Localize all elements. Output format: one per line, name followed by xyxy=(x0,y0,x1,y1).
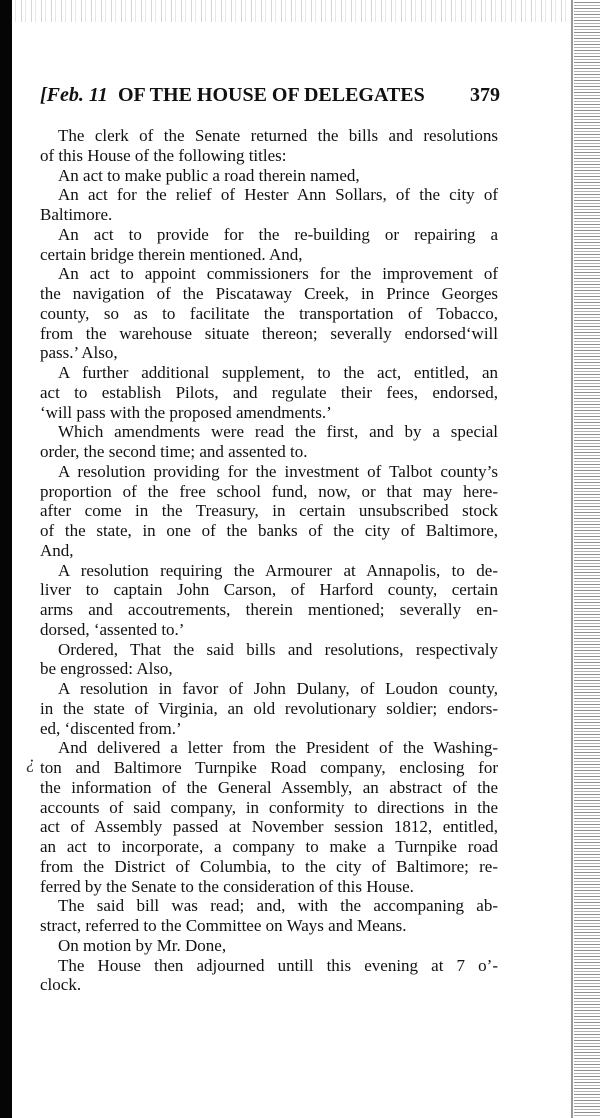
text-line: the information of the General Assembly, an abstract of the xyxy=(40,777,498,797)
text-line: act of Assembly passed at November session 1812, entitled, xyxy=(40,817,498,837)
text-line: ton and Baltimore Turnpike Road company, enclosing for xyxy=(40,758,498,777)
text-line: proportion of the free school fund, now, or that may here- xyxy=(40,481,498,501)
scan-right-edge xyxy=(574,0,600,1118)
text-line: order, the second time; and assented to. xyxy=(40,442,308,461)
text-line: An act to make public a road therein named, xyxy=(58,165,360,185)
text-line: from the warehouse situate thereon; severally endorsed‘will xyxy=(40,323,498,343)
text-line: liver to captain John Carson, of Harford county, certain xyxy=(40,580,498,600)
text-line: accounts of said company, in conformity to directions in the xyxy=(40,797,498,817)
text-line: A further additional supplement, to the act, entitled, an xyxy=(58,363,498,382)
text-line: county, so as to facilitate the transportation of Tobacco, xyxy=(40,303,498,323)
text-line: of the state, in one of the banks of the city of Baltimore, xyxy=(40,521,498,540)
text-line: A resolution providing for the investment of Talbot county’s xyxy=(58,461,498,481)
header-title: OF THE HOUSE OF DELEGATES xyxy=(118,84,425,106)
text-line: after come in the Treasury, in certain unsubscribed stock xyxy=(40,501,498,521)
text-line: The said bill was read; and, with the accompaning ab- xyxy=(58,896,498,916)
margin-annotation: ¿ xyxy=(26,752,35,772)
text-line: an act to incorporate, a company to make a Turnpike road xyxy=(40,837,498,856)
text-line: in the state of Virginia, an old revolutionary soldier; endors- xyxy=(40,698,498,718)
text-line: pass.’ Also, xyxy=(40,343,118,363)
text-line: An act to provide for the re-building or repairing a xyxy=(58,224,498,244)
page-body-text xyxy=(40,126,498,995)
text-line: from the District of Columbia, to the city of Baltimore; re- xyxy=(40,856,498,876)
text-line: ‘will pass with the proposed amendments.’ xyxy=(40,402,332,422)
text-line: A resolution requiring the Armourer at Annapolis, to de- xyxy=(58,560,498,580)
header-date: [Feb. 11 xyxy=(40,84,108,106)
scan-top-edge xyxy=(12,0,572,22)
running-header xyxy=(40,84,500,112)
text-line: A resolution in favor of John Dulany, of Loudon county, xyxy=(58,679,498,698)
page-edge-line xyxy=(571,0,573,1118)
text-line: be engrossed: Also, xyxy=(40,659,173,679)
text-line: An act for the relief of Hester Ann Sollars, of the city of xyxy=(58,185,498,205)
text-line: act to establish Pilots, and regulate their fees, endorsed, xyxy=(40,382,498,402)
text-line: arms and accoutrements, therein mentioned; severally en- xyxy=(40,600,498,619)
text-line: stract, referred to the Committee on Ways and Means. xyxy=(40,916,407,935)
text-line: the navigation of the Piscataway Creek, in Prince Georges xyxy=(40,284,498,303)
text-line: Ordered, That the said bills and resolutions, respectivaly xyxy=(58,639,498,659)
text-line: The House then adjourned untill this evening at 7 o’- xyxy=(58,955,498,975)
scan-left-border xyxy=(0,0,12,1118)
text-line: And delivered a letter from the President of the Washing- xyxy=(58,738,498,758)
text-line: An act to appoint commissioners for the improvement of xyxy=(58,264,498,284)
text-line: clock. xyxy=(40,975,82,995)
text-line: On motion by Mr. Done, xyxy=(58,935,227,955)
text-line: certain bridge therein mentioned. And, xyxy=(40,244,303,264)
text-line: Which amendments were read the first, and by a special xyxy=(58,422,498,442)
text-line: dorsed, ‘assented to.’ xyxy=(40,619,185,639)
text-line: The clerk of the Senate returned the bills and resolutions xyxy=(58,126,498,145)
text-line: Baltimore. xyxy=(40,205,113,224)
text-line: ed, ‘discented from.’ xyxy=(40,718,182,738)
text-line: of this House of the following titles: xyxy=(40,145,287,165)
text-line: ferred by the Senate to the consideration of this House. xyxy=(40,876,414,896)
page-number: 379 xyxy=(470,84,500,106)
text-line: And, xyxy=(40,540,74,560)
